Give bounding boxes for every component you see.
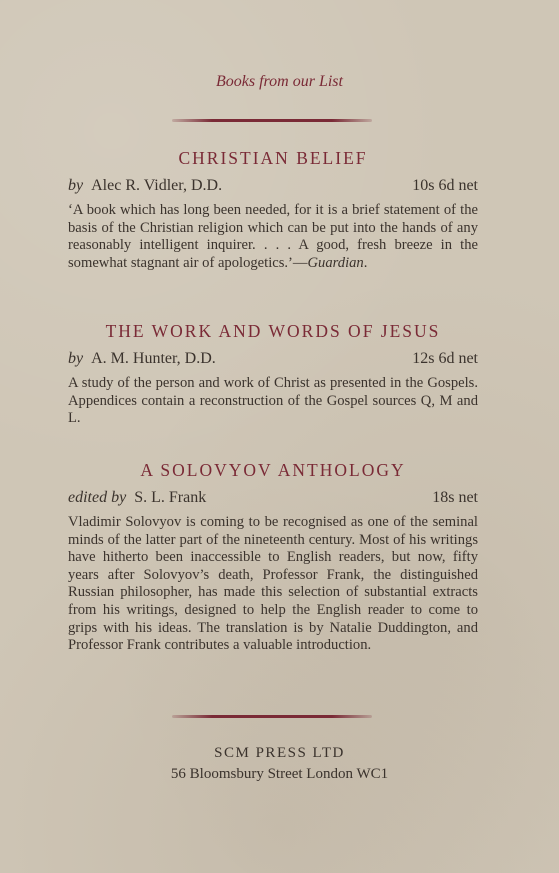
book-byline <box>68 489 478 507</box>
book-description <box>68 202 478 272</box>
publisher-name: SCM PRESS LTD <box>214 745 345 761</box>
book-price: 18s net <box>432 489 478 506</box>
review-source-end: . <box>363 254 368 271</box>
book-entry-christian-belief <box>68 148 478 272</box>
book-byline <box>68 177 478 195</box>
book-title: CHRISTIAN BELIEF <box>178 148 368 168</box>
book-entry-solovyov-anthology <box>68 460 478 655</box>
book-author: S. L. Frank <box>134 489 207 506</box>
by-prefix: edited by <box>68 489 131 506</box>
bottom-divider <box>172 715 372 718</box>
book-description: A study of the person and work of Christ as presented in the Gospels. Appendices contain a reconstruction of the Gospel sources Q, M and L. <box>68 375 478 427</box>
by-prefix: by <box>68 350 88 367</box>
by-prefix: by <box>68 177 88 194</box>
top-divider <box>172 119 372 122</box>
book-title: THE WORK AND WORDS OF JESUS <box>105 321 441 341</box>
book-price: 10s 6d net <box>412 177 478 194</box>
book-description-text: ‘A book which has long been needed, for it is a brief statement of the basis of the Christian religion which can be put into the hands of any reasonably intelligent inquirer. . . . A good, fresh breeze in the somewhat stagnant air of apologetics.’— <box>68 202 478 271</box>
book-author: A. M. Hunter, D.D. <box>91 350 216 367</box>
book-author-line <box>68 489 206 507</box>
publisher-address: 56 Bloomsbury Street London WC1 <box>170 766 389 782</box>
book-title: A SOLOVYOV ANTHOLOGY <box>140 460 406 480</box>
book-byline <box>68 350 478 368</box>
review-source: Guardian <box>307 254 364 271</box>
page-title: Books from our List <box>216 73 343 90</box>
book-author-line <box>68 350 216 368</box>
book-author-line <box>68 177 222 195</box>
book-entry-work-and-words <box>68 321 478 428</box>
book-description: Vladimir Solovyov is coming to be recognised as one of the seminal minds of the latter part of the nineteenth century. Most of his writings have hitherto been inaccessible to English readers, but now, fifty years after Solovyov’s death, Professor Frank, the distinguished Russian philosopher, has made this selection of substantial extracts from his writings, designed to help the English reader to come to grips with his ideas. The translation is by Natalie Duddington, and Professor Frank contributes a valuable introduction. <box>68 514 478 654</box>
book-author: Alec R. Vidler, D.D. <box>91 177 223 194</box>
book-price: 12s 6d net <box>412 350 478 367</box>
